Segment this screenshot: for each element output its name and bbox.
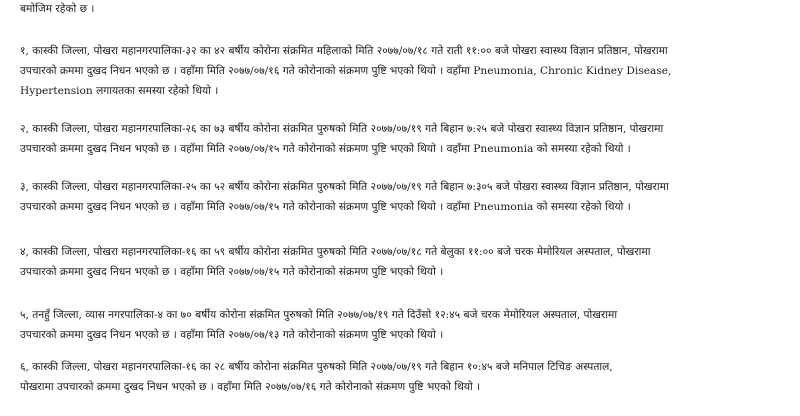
case-1-line-3: Hypertension लगायतका समस्या रहेको थियो ।	[20, 85, 219, 97]
case-6-line-1: ६, कास्की जिल्ला, पोखरा महानगरपालिका-१६ का २८ बर्षीय कोरोना संक्रमित पुरुषको मिति २०७७/०७/१९ गते बिहान १०:४५ बजे मनिपाल टिचिङ अस्पताल,	[20, 361, 613, 373]
case-3-line-2: उपचारको क्रममा दुखद निधन भएको छ । वहाँमा मिति २०७७/०७/१५ गते कोरोनाको संक्रमण पुष्टि भएको थियो । वहाँमा Pneumonia को समस्या रहेको थियो ।	[20, 201, 631, 213]
case-1-line-2: उपचारको क्रममा दुखद निधन भएको छ । वहाँमा मिति २०७७/०७/१६ गते कोरोनाको संक्रमण पुष्टि भएको थियो । वहाँमा Pneumonia, Chronic Kidney Disease,	[20, 65, 672, 77]
case-5-line-2: उपचारको क्रममा दुखद निधन भएको छ । वहाँमा मिति २०७७/०७/१३ गते कोरोनाको संक्रमण पुष्टि भएको थियो ।	[20, 329, 444, 341]
case-4-line-1: ४, कास्की जिल्ला, पोखरा महानगरपालिका-१६ का ५९ बर्षीय कोरोना संक्रमित पुरुषको मिति २०७७/०७/१८ गते बेलुका ११:०० बजे चरक मेमोरियल अस्पताल, पोखरामा	[20, 246, 651, 258]
case-4-line-2: उपचारको क्रममा दुखद निधन भएको छ । वहाँमा मिति २०७७/०७/१५ गते कोरोनाको संक्रमण पुष्टि भएको थियो ।	[20, 266, 444, 278]
intro-tail-text: बमोजिम रहेको छ ।	[20, 3, 95, 15]
case-1-line-1: १, कास्की जिल्ला, पोखरा महानगरपालिका-३२ का ४२ बर्षीय कोरोना संक्रमित महिलाको मिति २०७७/०७/१८ गते राती ११:०० बजे पोखरा स्वास्थ्य विज्ञान प्रतिष्ठान, पोखरामा	[20, 45, 668, 57]
case-2-line-2: उपचारको क्रममा दुखद निधन भएको छ । वहाँमा मिति २०७७/०७/१५ गते कोरोनाको संक्रमण पुष्टि भएको थियो । वहाँमा Pneumonia को समस्या रहेको थियो ।	[20, 143, 631, 155]
case-6-line-2: पोखरामा उपचारको क्रममा दुखद निधन भएको छ । वहाँमा मिति २०७७/०७/१६ गते कोरोनाको संक्रमण पुष्टि भएको थियो ।	[20, 381, 481, 393]
case-3-line-1: ३, कास्की जिल्ला, पोखरा महानगरपालिका-२५ का ५२ बर्षीय कोरोना संक्रमित पुरुषको मिति २०७७/०७/१९ गते बिहान ७:३०५ बजे पोखरा स्वास्थ्य विज्ञान प्रतिष्ठान, पोखरामा	[20, 181, 669, 193]
case-5-line-1: ५, तनहुँ जिल्ला, व्यास नगरपालिका-४ का ७० बर्षीय कोरोना संक्रमित पुरुषको मिति २०७७/०७/१९ गते दिउँसो १२:४५ बजे चरक मेमोरियल अस्पताल, पोखरामा	[20, 309, 618, 321]
case-2-line-1: २, कास्की जिल्ला, पोखरा महानगरपालिका-२६ का ७३ बर्षीय कोरोना संक्रमित पुरुषको मिति २०७७/०७/१९ गते बिहान ७:२५ बजे पोखरा स्वास्थ्य विज्ञान प्रतिष्ठान, पोखरामा	[20, 123, 664, 135]
